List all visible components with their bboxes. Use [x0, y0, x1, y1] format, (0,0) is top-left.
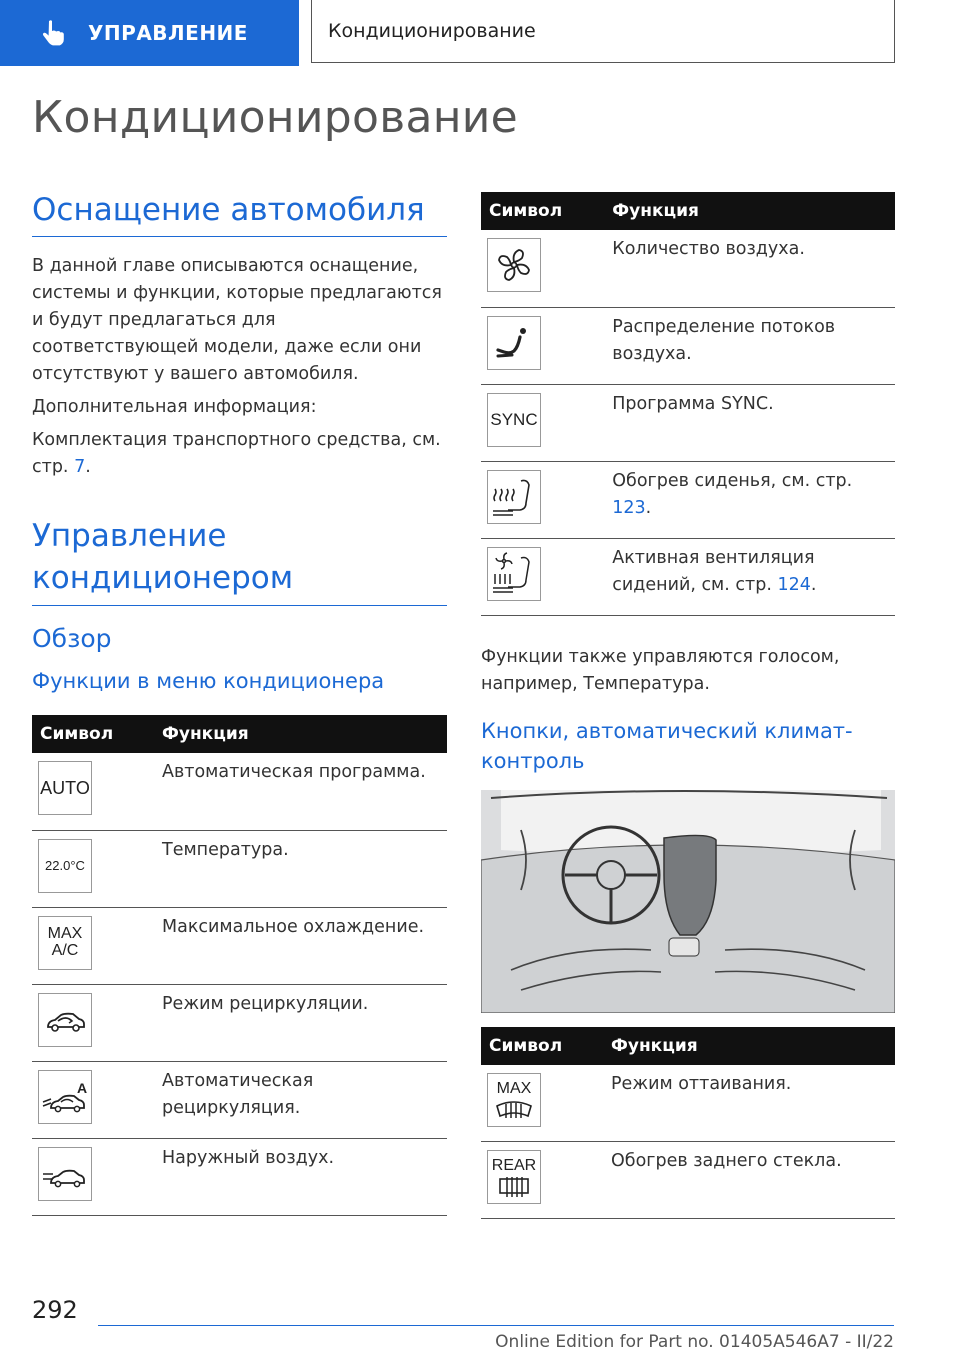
hand-pointer-icon — [38, 18, 68, 48]
max-ac-icon: MAX A/C — [38, 916, 92, 970]
function-text: Максимальное охлаждение. — [162, 907, 447, 984]
temperature-icon: 22.0°C — [38, 839, 92, 893]
chapter-label: Кондиционирование — [328, 20, 536, 42]
equipment-heading: Оснащение автомобиля — [32, 192, 425, 228]
function-text: Автоматическая рециркуляция. — [162, 1061, 447, 1138]
kit-reference-text: Комплектация транспортного средства, см. стр. — [32, 430, 441, 477]
table-row — [32, 1061, 447, 1138]
function-text: Режим оттаивания. — [611, 1065, 895, 1142]
section-tab[interactable] — [0, 0, 299, 66]
air-distribution-icon — [487, 316, 541, 370]
table-row — [32, 830, 447, 907]
table-row — [32, 753, 447, 830]
col-symbol: Символ — [481, 1027, 611, 1065]
buttons-heading: Кнопки, автоматический климат-контроль — [481, 718, 853, 773]
function-text: Количество воздуха. — [612, 230, 895, 307]
svg-text:A: A — [77, 1079, 88, 1096]
table-row — [32, 1138, 447, 1215]
kit-page-link[interactable]: 7 — [74, 457, 86, 477]
col-symbol: Символ — [481, 192, 612, 230]
control-heading: Управление кондиционером — [32, 518, 294, 596]
table-row — [481, 461, 895, 538]
voice-control-paragraph: Функции также управляются голосом, например, Температура. — [481, 646, 840, 694]
table-header-row — [32, 715, 447, 753]
table-header-row — [481, 1027, 895, 1065]
edition-note: Online Edition for Part no. 01405A546A7 - II/22 — [495, 1332, 894, 1352]
section-label: УПРАВЛЕНИЕ — [88, 21, 248, 45]
kit-reference: Комплектация транспортного средства, см. стр. 7. — [32, 430, 441, 477]
function-text: Программа SYNC. — [612, 384, 895, 461]
extra-info-label: Дополнительная информация: — [32, 397, 317, 417]
table-row — [481, 307, 895, 384]
table-header-row — [481, 192, 895, 230]
table-row — [481, 384, 895, 461]
table-row — [32, 984, 447, 1061]
table-row — [481, 1142, 895, 1219]
function-text: Обогрев сиденья, см. стр. 123. — [612, 461, 895, 538]
page-link[interactable]: 124 — [777, 574, 811, 595]
col-function: Функция — [612, 192, 895, 230]
outside-air-icon — [38, 1147, 92, 1201]
left-column — [32, 190, 447, 1216]
function-text: Активная вентиляция сидений, см. стр. 124. — [612, 538, 895, 615]
menu-functions-heading: Функции в меню кондиционера — [32, 669, 385, 693]
function-text: Наружный воздух. — [162, 1138, 447, 1215]
heading-rule — [32, 605, 447, 606]
svg-text:REAR: REAR — [491, 1157, 537, 1174]
overview-heading: Обзор — [32, 624, 112, 653]
rear-window-heating-icon — [487, 1150, 541, 1204]
recirculation-icon — [38, 993, 92, 1047]
equipment-paragraph: В данной главе описываются оснащение, системы и функции, которые предлагаются и будут предлагаться для соответствующей модели, даже если они отсутствуют у вашего автомобиля. — [32, 256, 442, 384]
sync-icon: SYNC — [487, 393, 541, 447]
table-row — [32, 907, 447, 984]
col-function: Функция — [162, 715, 447, 753]
functions-table — [481, 192, 895, 616]
seat-ventilation-icon — [487, 547, 541, 601]
table-row — [481, 538, 895, 615]
col-symbol: Символ — [32, 715, 162, 753]
table-row — [481, 230, 895, 307]
col-function: Функция — [611, 1027, 895, 1065]
auto-icon: AUTO — [38, 761, 92, 815]
page-number: 292 — [32, 1296, 78, 1324]
footer-rule — [98, 1325, 894, 1326]
function-text: Распределение потоков воздуха. — [612, 307, 895, 384]
heading-rule — [32, 236, 447, 237]
function-text: Температура. — [162, 830, 447, 907]
right-column — [481, 192, 895, 1219]
page-link[interactable]: 123 — [612, 497, 646, 518]
auto-recirculation-icon — [38, 1070, 92, 1124]
defrost-max-icon — [487, 1073, 541, 1127]
function-text: Режим рециркуляции. — [162, 984, 447, 1061]
table-row — [481, 1065, 895, 1142]
function-text: Обогрев заднего стекла. — [611, 1142, 895, 1219]
dashboard-illustration — [481, 790, 895, 1013]
chapter-breadcrumb — [311, 0, 895, 63]
seat-heating-icon — [487, 470, 541, 524]
buttons-table — [481, 1027, 895, 1220]
fan-icon — [487, 238, 541, 292]
function-text: Автоматическая программа. — [162, 753, 447, 830]
menu-functions-table — [32, 715, 447, 1216]
svg-text:MAX: MAX — [496, 1079, 532, 1097]
page-title: Кондиционирование — [32, 92, 519, 143]
